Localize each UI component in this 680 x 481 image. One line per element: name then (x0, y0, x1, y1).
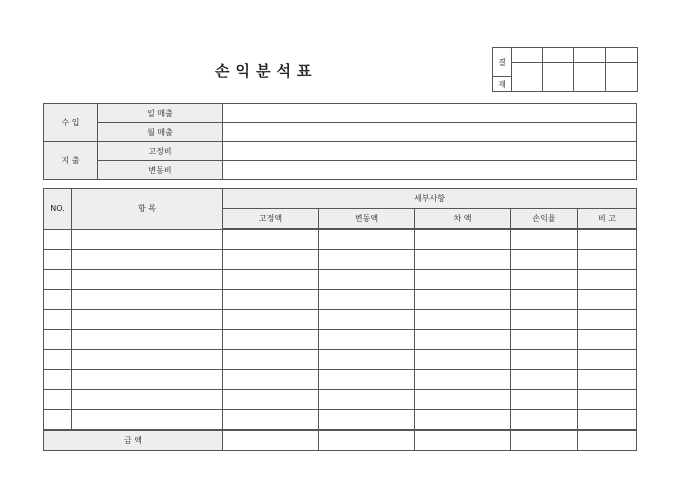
table-cell[interactable] (415, 410, 511, 431)
total-difference[interactable] (415, 430, 511, 451)
table-cell[interactable] (415, 229, 511, 250)
table-row (44, 350, 637, 370)
table-row (44, 310, 637, 330)
table-cell[interactable] (319, 390, 415, 410)
approval-cell[interactable] (543, 48, 574, 63)
table-cell[interactable] (72, 290, 223, 310)
table-cell[interactable] (223, 229, 319, 250)
table-cell[interactable] (223, 410, 319, 431)
approval-label-bottom: 재 (493, 77, 512, 92)
table-cell[interactable] (578, 270, 637, 290)
header-fixed-amount: 고정액 (223, 209, 319, 230)
total-fixed-amount[interactable] (223, 430, 319, 451)
table-cell[interactable] (72, 250, 223, 270)
table-row (44, 330, 637, 350)
table-cell[interactable] (578, 390, 637, 410)
header-no: NO. (44, 189, 72, 230)
table-cell[interactable] (319, 229, 415, 250)
approval-sign-cell[interactable] (512, 63, 543, 92)
table-cell[interactable] (44, 350, 72, 370)
table-cell[interactable] (511, 310, 578, 330)
table-cell[interactable] (578, 290, 637, 310)
table-row (44, 390, 637, 410)
table-row (44, 410, 637, 431)
table-cell[interactable] (578, 370, 637, 390)
table-cell[interactable] (223, 310, 319, 330)
table-cell[interactable] (223, 370, 319, 390)
table-cell[interactable] (319, 330, 415, 350)
table-cell[interactable] (578, 229, 637, 250)
fixed-cost-label: 고정비 (98, 142, 223, 161)
table-row (44, 229, 637, 250)
table-cell[interactable] (415, 310, 511, 330)
table-cell[interactable] (44, 310, 72, 330)
table-cell[interactable] (72, 229, 223, 250)
table-cell[interactable] (578, 410, 637, 431)
approval-sign-cell[interactable] (543, 63, 574, 92)
table-cell[interactable] (415, 270, 511, 290)
daily-sales-value[interactable] (223, 104, 637, 123)
table-cell[interactable] (44, 410, 72, 431)
table-cell[interactable] (223, 330, 319, 350)
table-cell[interactable] (44, 330, 72, 350)
table-cell[interactable] (72, 410, 223, 431)
table-cell[interactable] (223, 390, 319, 410)
table-cell[interactable] (511, 410, 578, 431)
fixed-cost-value[interactable] (223, 142, 637, 161)
total-variable-amount[interactable] (319, 430, 415, 451)
table-cell[interactable] (511, 330, 578, 350)
table-cell[interactable] (511, 229, 578, 250)
total-label: 금 액 (44, 430, 223, 451)
table-cell[interactable] (415, 250, 511, 270)
approval-sign-cell[interactable] (574, 63, 606, 92)
table-cell[interactable] (578, 310, 637, 330)
daily-sales-label: 일 매출 (98, 104, 223, 123)
table-row (44, 270, 637, 290)
detail-table (43, 188, 637, 451)
table-cell[interactable] (319, 410, 415, 431)
table-cell[interactable] (319, 270, 415, 290)
header-profit-loss-rate: 손익율 (511, 209, 578, 230)
summary-table (43, 103, 637, 180)
table-cell[interactable] (511, 370, 578, 390)
table-cell[interactable] (578, 330, 637, 350)
table-cell[interactable] (72, 390, 223, 410)
table-cell[interactable] (44, 370, 72, 390)
table-cell[interactable] (223, 290, 319, 310)
header-remarks: 비 고 (578, 209, 637, 230)
table-cell[interactable] (223, 270, 319, 290)
table-cell[interactable] (319, 370, 415, 390)
table-cell[interactable] (511, 350, 578, 370)
table-cell[interactable] (578, 350, 637, 370)
table-cell[interactable] (511, 290, 578, 310)
approval-cell[interactable] (606, 48, 638, 63)
total-row (44, 430, 637, 451)
variable-cost-label: 변동비 (98, 161, 223, 180)
table-cell[interactable] (415, 290, 511, 310)
page-title: 손익분석표 (215, 62, 318, 80)
approval-cell[interactable] (574, 48, 606, 63)
header-details: 세부사항 (223, 189, 637, 209)
table-cell[interactable] (223, 250, 319, 270)
table-row (44, 250, 637, 270)
table-cell[interactable] (72, 350, 223, 370)
table-cell[interactable] (223, 350, 319, 370)
table-cell[interactable] (415, 330, 511, 350)
table-cell[interactable] (72, 270, 223, 290)
table-cell[interactable] (319, 310, 415, 330)
table-cell[interactable] (44, 270, 72, 290)
table-cell[interactable] (319, 250, 415, 270)
table-cell[interactable] (415, 350, 511, 370)
total-remarks[interactable] (578, 430, 637, 451)
table-cell[interactable] (319, 350, 415, 370)
table-cell[interactable] (72, 370, 223, 390)
table-cell[interactable] (44, 290, 72, 310)
approval-sign-cell[interactable] (606, 63, 638, 92)
income-label: 수 입 (44, 104, 98, 142)
table-row (44, 370, 637, 390)
table-cell[interactable] (511, 270, 578, 290)
table-cell[interactable] (44, 229, 72, 250)
table-cell[interactable] (44, 390, 72, 410)
table-cell[interactable] (44, 250, 72, 270)
header-difference: 차 액 (415, 209, 511, 230)
expense-label: 지 출 (44, 142, 98, 180)
header-variable-amount: 변동액 (319, 209, 415, 230)
approval-label-top: 결 (493, 48, 512, 77)
monthly-sales-value[interactable] (223, 123, 637, 142)
table-cell[interactable] (511, 390, 578, 410)
table-cell[interactable] (578, 250, 637, 270)
total-profit-loss-rate[interactable] (511, 430, 578, 451)
monthly-sales-label: 월 매출 (98, 123, 223, 142)
variable-cost-value[interactable] (223, 161, 637, 180)
approval-box (492, 47, 638, 92)
table-row (44, 290, 637, 310)
table-cell[interactable] (511, 250, 578, 270)
table-cell[interactable] (415, 370, 511, 390)
table-cell[interactable] (319, 290, 415, 310)
table-cell[interactable] (72, 310, 223, 330)
approval-cell[interactable] (512, 48, 543, 63)
table-cell[interactable] (415, 390, 511, 410)
header-item: 항 목 (72, 189, 223, 230)
table-cell[interactable] (72, 330, 223, 350)
